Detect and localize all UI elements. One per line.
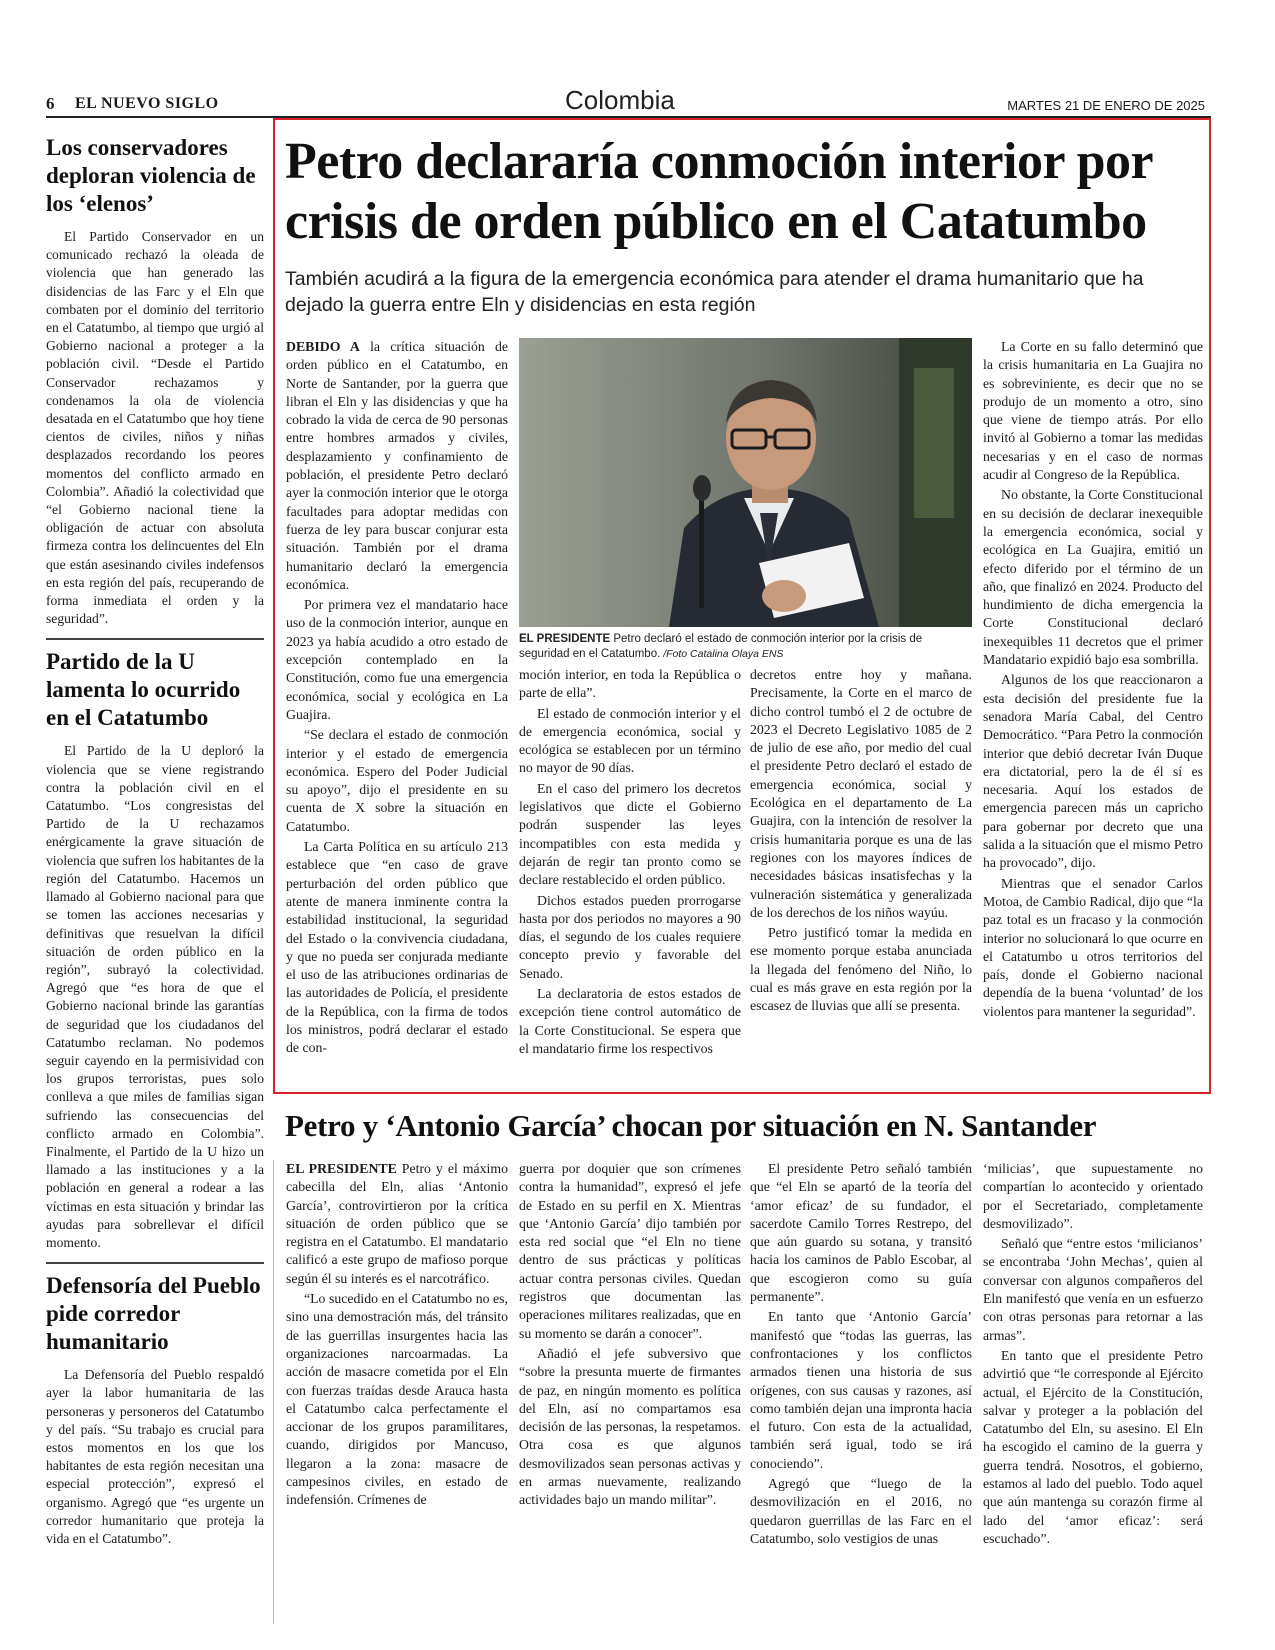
photo-credit: /Foto Catalina Olaya ENS — [660, 648, 784, 660]
main-paragraph — [286, 338, 508, 594]
second-paragraph: guerra por doquier que son crímenes contra la humanidad”, expresó el jefe de Estado en su perfil en X. Mientras que ‘Antonio García’ dijo también por esta red social que “el Eln no tiene dentro de sus prácticas y políticas actuar contra personas civiles. Quedan registros que documentan las operaciones militares realizadas, que en su momento se darán a conocer”. — [519, 1161, 741, 1341]
column-divider — [273, 1160, 274, 1624]
main-headline: Petro declararía conmoción interior por crisis de orden público en el Catatumbo — [285, 133, 1153, 250]
second-paragraph: Añadió el jefe subversivo que “sobre la presunta muerte de firmantes de paz, en ningún momento es política del Eln, así no compartamos esa decisión de las personas, la respetamos. Otra cosa es que algunos desmovilizados sean personas activas y en armas nuevamente, realizando actividades bajo un mando militar”. — [519, 1345, 741, 1508]
second-lead-in: EL PRESIDENTE — [286, 1161, 397, 1176]
brief-divider — [46, 1262, 264, 1264]
sidebar-briefs — [46, 128, 264, 1550]
photo-caption — [519, 632, 972, 662]
president-photo-illustration — [519, 338, 972, 627]
brief-body-partido-u: El Partido de la U deploró la violencia que se viene registrando contra la población civil en el Catatumbo. “Los congresistas del Partido de la U rechazamos enérgicamente la grave situación de violencia que sufren los habitantes de la región del Catatumbo. Hacemos un llamado al Gobierno nacional para que se tomen las acciones necesarias y definitivas que resuelvan la difícil situación de orden público en la región”, subrayó la colectividad. Agregó que “es hora de que el Gobierno nacional brinde las garantías de seguridad que los ciudadanos del Catatumbo reclaman. No podemos seguir cayendo en la permisividad con los grupos terroristas, pues solo conlleva a que miles de familias sigan sufriendo las consecuencias del conflicto armado en Colombia”. Finalmente, el Partido de la U hizo un llamado a las instituciones y a la población en general a rodear a las víctimas en esta situación y brindar las ayudas para sobrellevar el difícil momento. — [46, 743, 264, 1250]
brief-body-conservadores: El Partido Conservador en un comunicado rechazó la oleada de violencia que han generado las disidencias de las Farc y el Eln que combaten por el dominio del territorio en el Catatumbo, al tiempo que urgió al Gobierno nacional a proteger a la población civil. “Desde el Partido Conservador rechazamos y condenamos la ola de violencia desatada en el Catatumbo que hoy tiene cientos de civiles, niños y niñas desplazados recordando los peores momentos del conflicto armado en Colombia”. Añadió la colectividad que “el Gobierno nacional tiene la obligación de actuar con absoluta firmeza contra los delincuentes del Eln que están asesinando civiles indefensos en esta región del país, recuperando de forma inmediata el orden y la seguridad”. — [46, 229, 264, 627]
main-column-1 — [286, 338, 508, 1060]
second-paragraph-text: Petro y el máximo cabecilla del Eln, alias ‘Antonio García’, controvirtieron por la crítica situación de orden público que se registra en el Catatumbo. El mandatario calificó a este grupo de mafioso porque según él su interés es el narcotráfico. — [286, 1161, 508, 1286]
main-paragraph: La Corte en su fallo determinó que la crisis humanitaria en La Guajira no es sobreviniente, es decir que no se produjo de un momento a otro, sino que viene de tiempo atrás. Por ello invitó al Gobierno a tomar las medidas necesarias y en el caso de normas acudir al Congreso de la República. — [983, 339, 1203, 483]
main-paragraph-text: la crítica situación de orden público en el Catatumbo, en Norte de Santander, por la guerra que libran el Eln y las disidencias y que ha cobrado la vida de cerca de 90 personas entre hombres armados y civiles, desplazamiento y confinamiento de población, el presidente Petro declaró ayer la conmoción interior que le otorga facultades para adoptar medidas con fuerza de ley para buscar conjurar esta situación. También por el drama humanitario declaró la emergencia económica. — [286, 339, 508, 592]
second-headline: Petro y ‘Antonio García’ chocan por situación en N. Santander — [285, 1108, 1097, 1143]
second-column-3 — [750, 1160, 972, 1550]
main-paragraph: Por primera vez el mandatario hace uso de la conmoción interior, aunque en 2023 ya había acudido a otro estado de excepción contemplado en la Constitución, como fue una emergencia económica, social y ecológica en La Guajira. — [286, 597, 508, 722]
brief-body-defensoria: La Defensoría del Pueblo respaldó ayer la labor humanitaria de las personeras y personeros del Catatumbo y del país. “Su trabajo es crucial para estos momentos en los que los habitantes de esta región necesitan una especial protección”, expresó el organismo. Agregó que “es urgente un corredor humanitario que proteja la vida en el Catatumbo”. — [46, 1367, 264, 1546]
page-number: 6 — [46, 94, 55, 113]
brief-title-defensoria: Defensoría del Pueblo pide corredor humanitario — [46, 1273, 261, 1355]
main-paragraph: La Carta Política en su artículo 213 establece que “en caso de grave perturbación del orden público que atente de manera inminente contra la estabilidad institucional, la seguridad del Estado o la convivencia ciudadana, y que no pueda ser conjurada mediante el uso de las atribuciones ordinarias de las autoridades de Policía, el presidente de la República, con la firma de todos los ministros, podrá declarar el estado de con- — [286, 839, 508, 1056]
main-paragraph: En el caso del primero los decretos legislativos que dicte el Gobierno podrán suspender las leyes incompatibles con esta medida y dejarán de regir tan pronto como se declare restablecido el orden público. — [519, 780, 741, 888]
newspaper-name: EL NUEVO SIGLO — [75, 95, 219, 112]
section-title: Colombia — [565, 85, 675, 115]
main-paragraph: La declaratoria de estos estados de excepción tiene control automático de la Corte Constitucional. Se espera que el mandatario firme los respectivos — [519, 986, 741, 1056]
main-deck: También acudirá a la figura de la emergencia económica para atender el drama humanitario que ha dejado la guerra entre Eln y disidencias en esta región — [285, 268, 1144, 316]
second-paragraph: Agregó que “luego de la desmovilización en el 2016, no quedaron guerrillas de las Farc en el Catatumbo, solo vestigios de unas — [750, 1476, 972, 1546]
main-paragraph: Mientras que el senador Carlos Motoa, de Cambio Radical, dijo que “la paz total es un fracaso y la conmoción interior no solucionará lo que ocurre en el Catatumbo u otros territorios del país, donde el Gobierno nacional dependía de la buena ‘voluntad’ de los violentos para mantener la seguridad”. — [983, 875, 1203, 1019]
main-paragraph: Petro justificó tomar la medida en ese momento porque estaba anunciada la llegada del fenómeno del Niño, lo cual es más grave en esta región por la escasez de lluvias que allí se presenta. — [750, 925, 972, 1014]
brief-divider — [46, 638, 264, 640]
second-column-1 — [286, 1160, 508, 1512]
main-paragraph: moción interior, en toda la República o parte de ella”. — [519, 667, 741, 701]
brief-title-partido-u: Partido de la U lamenta lo ocurrido en el Catatumbo — [46, 649, 241, 731]
caption-label: EL PRESIDENTE — [519, 633, 611, 645]
main-lead-in: DEBIDO A — [286, 339, 360, 354]
main-paragraph: No obstante, la Corte Constitucional en su decisión de declarar inexequible la emergencia económica, social y ecológica en La Guajira, emitió un efecto diferido por el término de un año, que finalizó en 2024. Producto del hundimiento de dicha emergencia la Corte Constitucional declaró inexequibles 11 decretos que el primer Mandatario expidió bajo esa sombrilla. — [983, 487, 1203, 668]
issue-date: MARTES 21 DE ENERO DE 2025 — [1007, 98, 1205, 113]
main-paragraph: Dichos estados pueden prorrogarse hasta por dos periodos no mayores a 90 días, el segundo de los cuales requiere concepto previo y favorable del Senado. — [519, 892, 741, 981]
main-column-4 — [983, 338, 1203, 1023]
main-column-3 — [750, 666, 972, 1018]
caption-text: Petro declaró el estado de conmoción interior por la crisis de seguridad en el Catatumbo. — [519, 633, 923, 660]
main-paragraph: Algunos de los que reaccionaron a esta decisión del presidente fue la senadora María Cabal, del Centro Democrático. “Para Petro la conmoción interior que debió decretar Iván Duque era dictatorial, pero la de él sí es necesaria. Aquí los estados de emergencia parecen más un capricho para gobernar por decreto que una salida a la situación que el mismo Petro ha provocado”, dijo. — [983, 672, 1203, 871]
second-paragraph: El presidente Petro señaló también que “el Eln se apartó de la teoría del ‘amor eficaz’ de su fundador, el sacerdote Camilo Torres Restrepo, del que aún guardo su sotana, y transitó hacia los caminos de Pablo Escobar, al que escogieron como su guía permanente”. — [750, 1161, 972, 1305]
second-column-4 — [983, 1160, 1203, 1550]
president-photo — [519, 338, 972, 627]
main-column-2 — [519, 666, 741, 1060]
main-paragraph: El estado de conmoción interior y el de emergencia económica, social y ecológica se establecen por un término no mayor de 90 días. — [519, 705, 741, 776]
second-paragraph: En tanto que ‘Antonio García’ manifestó que “todas las guerras, las confrontaciones y los conflictos armados tienen una historia de sus orígenes, con sus causas y razones, así como también dejan una impronta hacia el futuro. Con esta de la actualidad, también será igual, todo se irá conociendo”. — [750, 1309, 972, 1471]
main-paragraph: “Se declara el estado de conmoción interior y el estado de emergencia económica. Espero del Poder Judicial su apoyo”, dijo el presidente en su cuenta de X sobre la situación en Catatumbo. — [286, 727, 508, 834]
second-paragraph: En tanto que el presidente Petro advirtió que “le corresponde al Ejército actual, el Ejército de la Constitución, salvar y proteger a la población del Catatumbo del Eln, su asesino. El Eln ha escogido el camino de la guerra y guerra tendrá. Nosotros, el gobierno, estamos al lado del pueblo. Todo aquel que aún mantenga su corazón firme al lado del ‘amor eficaz’: será escuchado”. — [983, 1347, 1203, 1546]
second-column-2 — [519, 1160, 741, 1512]
second-paragraph: Señaló que “entre estos ‘milicianos’ se encontraba ‘John Mechas’, quien al conversar con algunos compañeros del Eln manifestó que venía en un esfuerzo con otras personas para retornar a las armas”. — [983, 1236, 1203, 1343]
brief-title-conservadores: Los conservadores deploran violencia de los ‘elenos’ — [46, 135, 256, 216]
main-paragraph: decretos entre hoy y mañana. Precisamente, la Corte en el marco de dicho control tumbó el 2 de octubre de 2023 el Decreto Legislativo 1085 de 2 de julio de ese año, por medio del cual el presidente Petro declaró el estado de emergencia económica, social y Ecológica en el departamento de La Guajira, con la intención de resolver la crisis humanitaria porque es una de las regiones con los mayores índices de necesidades básicas insatisfechas y la vulneración sistemática y generalizada de los derechos de los niños wayúu. — [750, 667, 972, 920]
second-paragraph: “Lo sucedido en el Catatumbo no es, sino una demostración más, del tránsito de las guerrillas insurgentes hacia las organizaciones narcoarmadas. La acción de masacre cometida por el Eln con fuerzas traídas desde Arauca hasta el Catatumbo calca perfectamente el accionar de los grupos paramilitares, cuando, dirigidos por Mancuso, llegaron a la zona: masacre de campesinos civiles, en estado de indefensión. Crímenes de — [286, 1291, 508, 1508]
second-paragraph — [286, 1160, 508, 1288]
second-paragraph: ‘milicias’, que supuestamente no compartían lo acontecido y orientado por el Secretariado, completamente desmovilizado”. — [983, 1161, 1203, 1231]
